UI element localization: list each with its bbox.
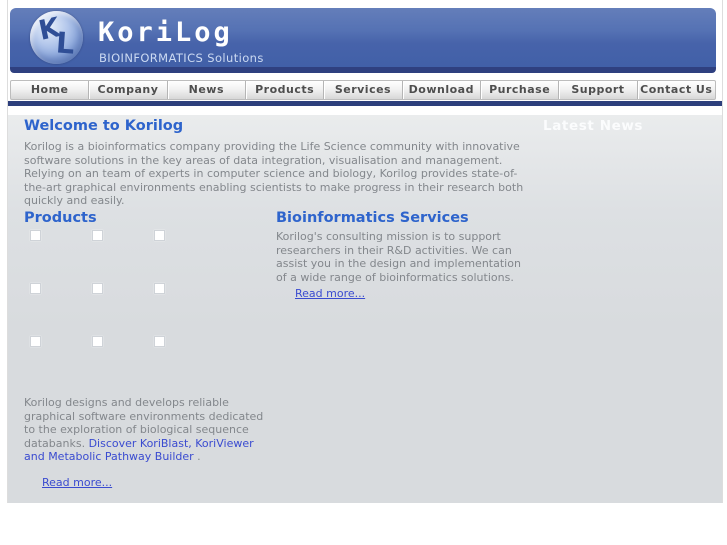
products-description xyxy=(24,396,276,464)
product-placeholder-icon[interactable] xyxy=(154,283,165,294)
nav-item-services[interactable]: Services xyxy=(323,81,401,99)
products-description-text: Korilog designs and develops reliable graphical software environments dedicated to the exploration of biological sequence databanks. xyxy=(24,396,264,450)
nav-item-download[interactable]: Download xyxy=(402,81,480,99)
products-description-suffix: . xyxy=(193,450,201,463)
logo-letter-l: L xyxy=(54,25,76,61)
services-read-more-link[interactable]: Read more... xyxy=(295,287,366,300)
product-placeholder-icon[interactable] xyxy=(92,230,103,241)
product-placeholder-icon[interactable] xyxy=(30,336,41,347)
logo-letter-k: K xyxy=(36,12,63,47)
products-heading: Products xyxy=(24,210,97,226)
brand-tagline: BIOINFORMATICS Solutions xyxy=(99,51,264,65)
nav-item-purchase[interactable]: Purchase xyxy=(480,81,558,99)
product-placeholder-icon[interactable] xyxy=(92,283,103,294)
main-nav xyxy=(10,80,716,100)
welcome-heading: Welcome to Korilog xyxy=(24,118,184,134)
products-icon-grid xyxy=(30,230,216,389)
nav-item-contact-us[interactable]: Contact Us xyxy=(637,81,715,99)
product-placeholder-icon[interactable] xyxy=(30,230,41,241)
products-discover-link[interactable]: Discover KoriBlast, KoriViewer and Metabolic Pathway Builder xyxy=(24,436,254,463)
product-placeholder-icon[interactable] xyxy=(154,230,165,241)
nav-item-support[interactable]: Support xyxy=(558,81,636,99)
latest-news-heading: Latest News xyxy=(543,118,644,134)
products-read-more-link[interactable]: Read more... xyxy=(42,476,113,489)
product-placeholder-icon[interactable] xyxy=(154,336,165,347)
content-area xyxy=(8,115,722,503)
nav-item-news[interactable]: News xyxy=(167,81,245,99)
page-container xyxy=(7,0,723,503)
nav-divider-rule xyxy=(8,101,722,106)
nav-item-home[interactable]: Home xyxy=(30,83,69,96)
services-paragraph: Korilog's consulting mission is to support researchers in their R&D activities. We can assist you in the design and implementation of a wide range of bioinformatics solutions. xyxy=(276,230,521,284)
site-header xyxy=(10,8,716,73)
korilog-logo-icon[interactable] xyxy=(30,11,83,64)
welcome-paragraph: Korilog is a bioinformatics company providing the Life Science community with innovative software solutions in the key areas of data integration, visualisation and management. Relying on an team of experts in computer science and biology, Korilog provides state-of-the-art graphical environments enabling scientists to make progress in their research both quickly and easily. xyxy=(24,140,524,207)
product-placeholder-icon[interactable] xyxy=(30,283,41,294)
nav-item-company[interactable]: Company xyxy=(88,81,166,99)
brand-title: KoriLog xyxy=(98,17,233,48)
nav-item-products[interactable]: Products xyxy=(245,81,323,99)
services-heading: Bioinformatics Services xyxy=(276,210,469,226)
product-placeholder-icon[interactable] xyxy=(92,336,103,347)
